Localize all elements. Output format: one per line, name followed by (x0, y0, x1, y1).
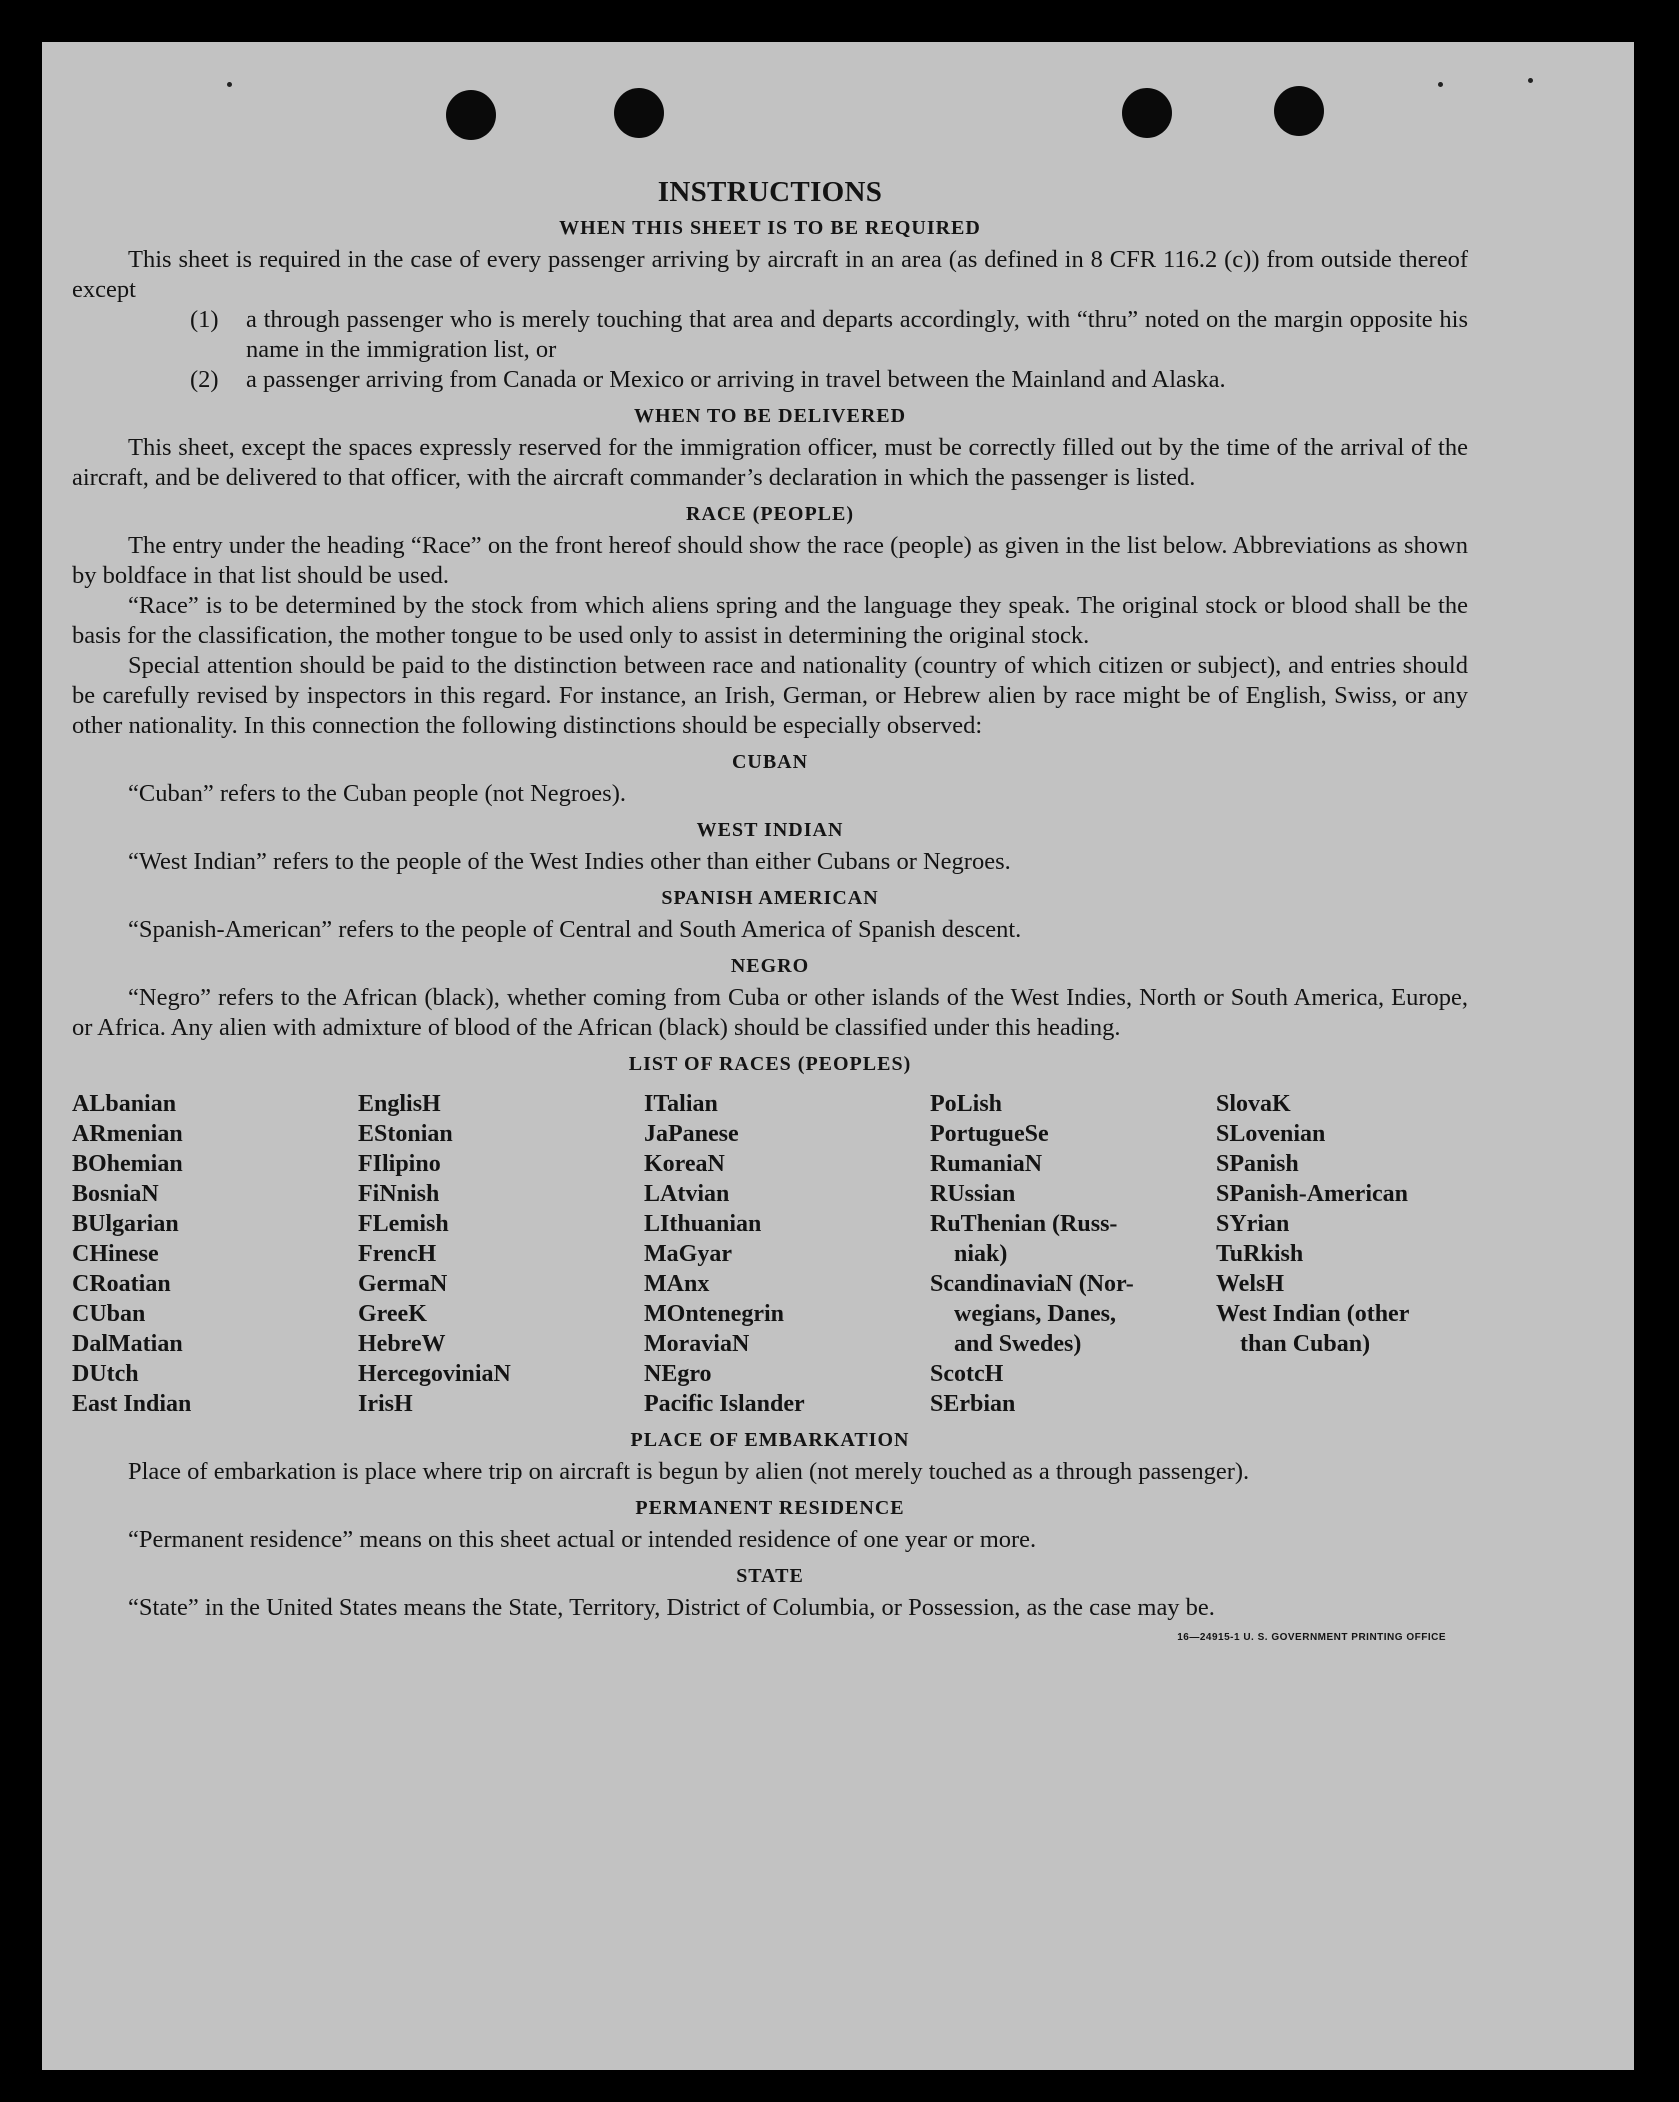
race-entry: CHinese (72, 1241, 159, 1267)
race-paragraph: The entry under the heading “Race” on the front hereof should show the race (people) as given in the list below. Abbreviations as shown by boldface in that list should be used. (72, 532, 1468, 589)
exception-number: (2) (190, 366, 219, 393)
race-entry: CUban (72, 1301, 146, 1327)
state-text: “State” in the United States means the State, Territory, District of Columbia, or Possession, as the case may be. (128, 1594, 1215, 1621)
exception-text: a passenger arriving from Canada or Mexico or arriving in travel between the Mainland and Alaska. (246, 366, 1226, 393)
section-heading-delivered: WHEN TO BE DELIVERED (633, 405, 907, 427)
race-entry: SLovenian (1216, 1121, 1326, 1147)
race-entry: ITalian (644, 1091, 718, 1117)
cuban-text: “Cuban” refers to the Cuban people (not Negroes). (128, 780, 626, 807)
races-list (72, 1089, 1468, 1419)
race-entry: HebreW (358, 1331, 446, 1357)
race-entry: DUtch (72, 1361, 139, 1387)
footer (72, 1623, 1468, 1653)
race-entry: SPanish-American (1216, 1181, 1408, 1207)
exception-text: a through passenger who is merely touching that area and departs accordingly, with “thru” noted on the margin opposite his name in the immigration list, or (246, 306, 1468, 363)
race-entry: EStonian (358, 1121, 453, 1147)
race-entry: FrencH (358, 1241, 437, 1267)
section-heading-race: RACE (PEOPLE) (686, 503, 854, 525)
race-entry: Pacific Islander (644, 1391, 805, 1417)
race-entry: BUlgarian (72, 1211, 179, 1237)
races-column (930, 1089, 1216, 1419)
race-entry: NEgro (644, 1361, 712, 1387)
race-entry-continued: niak) (954, 1241, 1008, 1267)
punch-hole (1122, 88, 1172, 138)
section-heading-residence: PERMANENT RESIDENCE (635, 1497, 905, 1519)
race-entry: GreeK (358, 1301, 427, 1327)
negro-text: “Negro” refers to the African (black), whether coming from Cuba or other islands of the West Indies, North or South America, Europe, or Africa. Any alien with admixture of blood of the African (black) should be classified under this heading. (72, 984, 1468, 1041)
race-entry: PoLish (930, 1091, 1003, 1117)
race-entry: ScandinaviaN (Nor- (930, 1271, 1134, 1297)
section-heading-races-list: LIST OF RACES (PEOPLES) (628, 1053, 912, 1075)
race-entry: WelsH (1216, 1271, 1285, 1297)
race-entry-continued: than Cuban) (1240, 1331, 1371, 1357)
race-entry: MaGyar (644, 1241, 732, 1267)
race-entry: SErbian (930, 1391, 1016, 1417)
speck (227, 82, 232, 87)
race-entry: ScotcH (930, 1361, 1004, 1387)
race-paragraph: “Race” is to be determined by the stock from which aliens spring and the language they speak. The original stock or blood shall be the basis for the classification, the mother tongue to be used only to assist in determining the original stock. (72, 592, 1468, 649)
race-entry: FiNnish (358, 1181, 440, 1207)
race-entry: DalMatian (72, 1331, 183, 1357)
race-entry: SlovaK (1216, 1091, 1291, 1117)
spanish-american-text: “Spanish-American” refers to the people of Central and South America of Spanish descent. (128, 916, 1022, 943)
race-entry: TuRkish (1216, 1241, 1304, 1267)
race-entry: GermaN (358, 1271, 448, 1297)
race-entry: IrisH (358, 1391, 413, 1417)
race-entry: MOntenegrin (644, 1301, 784, 1327)
section-heading-west-indian: WEST INDIAN (696, 819, 844, 841)
instructions-content (72, 177, 1468, 1653)
page-title: INSTRUCTIONS (657, 176, 883, 208)
races-column (72, 1089, 358, 1419)
section-heading-negro: NEGRO (730, 955, 810, 977)
race-entry: ALbanian (72, 1091, 177, 1117)
race-entry: MoraviaN (644, 1331, 750, 1357)
embarkation-text: Place of embarkation is place where trip on aircraft is begun by alien (not merely touched as a through passenger). (128, 1458, 1250, 1485)
races-column (644, 1089, 930, 1419)
race-entry: LAtvian (644, 1181, 730, 1207)
race-entry: RumaniaN (930, 1151, 1043, 1177)
race-entry: SPanish (1216, 1151, 1299, 1177)
race-entry: West Indian (other (1216, 1301, 1410, 1327)
speck (1528, 78, 1533, 83)
race-entry: SYrian (1216, 1211, 1290, 1237)
document-sheet (42, 42, 1634, 2070)
race-entry-continued: wegians, Danes, (954, 1301, 1117, 1327)
exception-item (190, 305, 1468, 365)
race-entry: EnglisH (358, 1091, 441, 1117)
exception-item (190, 365, 1468, 395)
race-entry: MAnx (644, 1271, 710, 1297)
race-entry: FIlipino (358, 1151, 441, 1177)
race-entry: LIthuanian (644, 1211, 762, 1237)
races-column (1216, 1089, 1502, 1419)
punch-hole (1274, 86, 1324, 136)
race-entry: JaPanese (644, 1121, 739, 1147)
section-heading-required: WHEN THIS SHEET IS TO BE REQUIRED (559, 217, 981, 239)
delivered-text: This sheet, except the spaces expressly reserved for the immigration officer, must be correctly filled out by the time of the arrival of the aircraft, and be delivered to that officer, with the aircraft commander’s declaration in which the passenger is listed. (72, 434, 1468, 491)
race-entry: HercegoviniaN (358, 1361, 511, 1387)
printing-office-imprint: 16—24915-1 U. S. GOVERNMENT PRINTING OFFICE (1177, 1632, 1446, 1643)
required-intro: This sheet is required in the case of every passenger arriving by aircraft in an area (as defined in 8 CFR 116.2 (c)) from outside thereof except (72, 246, 1468, 303)
race-entry: BosniaN (72, 1181, 159, 1207)
race-entry: KoreaN (644, 1151, 725, 1177)
exception-number: (1) (190, 306, 219, 333)
race-entry-continued: and Swedes) (954, 1331, 1082, 1357)
race-entry: PortugueSe (930, 1121, 1049, 1147)
residence-text: “Permanent residence” means on this sheet actual or intended residence of one year or more. (128, 1526, 1037, 1553)
punch-hole (614, 88, 664, 138)
race-entry: CRoatian (72, 1271, 171, 1297)
race-entry: ARmenian (72, 1121, 183, 1147)
race-entry: BOhemian (72, 1151, 183, 1177)
race-entry: East Indian (72, 1391, 192, 1417)
speck (1438, 82, 1443, 87)
race-entry: RuThenian (Russ- (930, 1211, 1118, 1237)
race-entry: FLemish (358, 1211, 449, 1237)
races-column (358, 1089, 644, 1419)
section-heading-cuban: CUBAN (731, 751, 809, 773)
race-paragraph: Special attention should be paid to the distinction between race and nationality (country of which citizen or subject), and entries should be carefully revised by inspectors in this regard. For instance, an Irish, German, or Hebrew alien by race might be of English, Swiss, or any other nationality. In this connection the following distinctions should be especially observed: (72, 652, 1468, 739)
section-heading-state: STATE (736, 1565, 804, 1587)
punch-hole (446, 90, 496, 140)
section-heading-spanish-american: SPANISH AMERICAN (661, 887, 879, 909)
race-entry: RUssian (930, 1181, 1016, 1207)
west-indian-text: “West Indian” refers to the people of the West Indies other than either Cubans or Negroes. (128, 848, 1011, 875)
section-heading-embarkation: PLACE OF EMBARKATION (630, 1429, 910, 1451)
